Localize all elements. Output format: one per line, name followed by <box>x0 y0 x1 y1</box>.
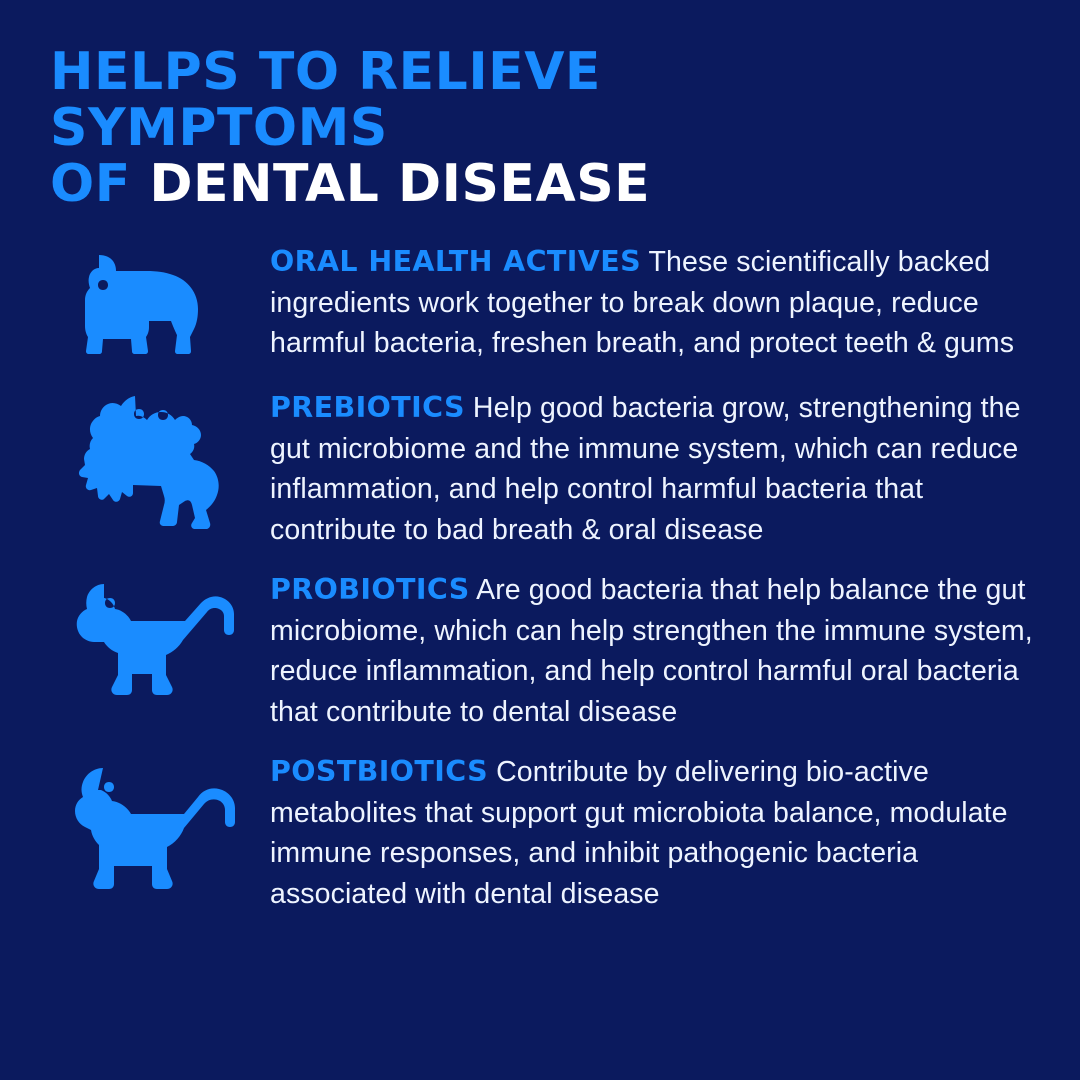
list-item-text <box>270 240 1034 363</box>
list-item <box>50 750 1034 914</box>
retriever-silhouette-icon <box>50 750 260 892</box>
headline-line-1: HELPS TO RELIEVE SYMPTOMS <box>50 42 601 159</box>
benefit-paragraph <box>270 752 1034 914</box>
benefit-description: These scientifically backed ingredients work together to break down plaque, reduce harmful bacteria, freshen breath, and protect teeth & gums <box>270 246 1015 360</box>
benefit-list <box>50 240 1034 914</box>
list-item <box>50 386 1034 550</box>
benefit-description: Help good bacteria grow, strengthening the gut microbiome and the immune system, which can reduce inflammation, and help control harmful bacteria that contribute to bad breath & oral disease <box>270 392 1021 546</box>
benefit-paragraph <box>270 242 1034 363</box>
headline-line-2-accent: OF <box>50 154 131 215</box>
list-item-text <box>270 386 1034 550</box>
list-item <box>50 568 1034 732</box>
list-item <box>50 240 1034 368</box>
bulldog-silhouette-icon <box>50 240 260 368</box>
benefit-term: PREBIOTICS <box>270 391 465 425</box>
page-title <box>50 42 950 215</box>
beagle-silhouette-icon <box>50 568 260 714</box>
benefit-term: ORAL HEALTH ACTIVES <box>270 245 642 279</box>
benefit-paragraph <box>270 570 1034 732</box>
benefit-term: POSTBIOTICS <box>270 755 489 789</box>
headline-line-2-white: DENTAL DISEASE <box>149 154 651 215</box>
list-item-text <box>270 568 1034 732</box>
shaggy-terrier-silhouette-icon <box>50 386 260 530</box>
benefit-description: Contribute by delivering bio-active metabolites that support gut microbiota balance, modulate immune responses, and inhibit pathogenic bacteria associated with dental disease <box>270 756 1008 910</box>
benefit-paragraph <box>270 388 1034 550</box>
list-item-text <box>270 750 1034 914</box>
benefit-description: Are good bacteria that help balance the gut microbiome, which can help strengthen the immune system, reduce inflammation, and help control harmful oral bacteria that contribute to dental disease <box>270 574 1033 728</box>
benefit-term: PROBIOTICS <box>270 573 470 607</box>
